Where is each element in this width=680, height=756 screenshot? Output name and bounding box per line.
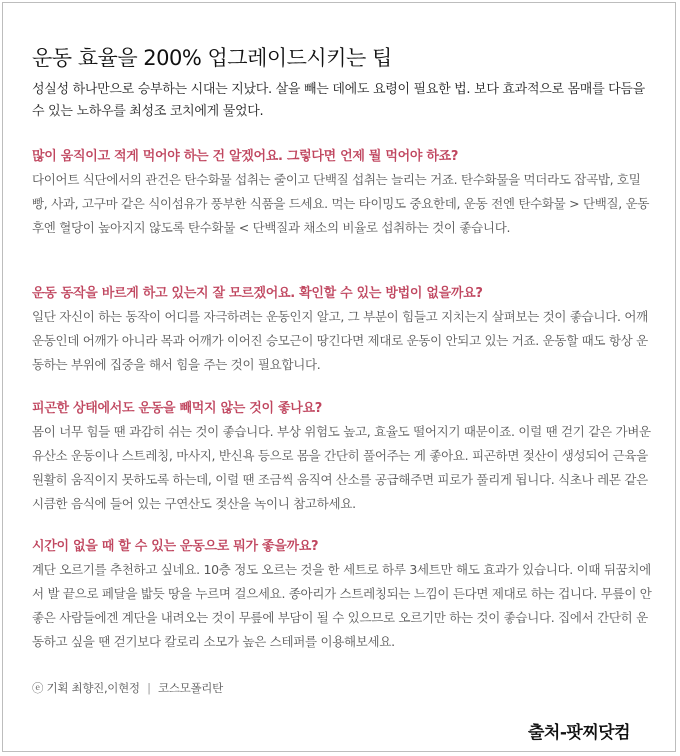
qa-question: 운동 동작을 바르게 하고 있는지 잘 모르겠어요. 확인할 수 있는 방법이 없을까요? xyxy=(32,286,483,301)
credit-separator: | xyxy=(147,681,151,695)
qa-section-3 xyxy=(32,398,652,516)
article-credit xyxy=(32,680,223,696)
qa-section-1 xyxy=(32,146,652,240)
qa-section-4 xyxy=(32,536,652,654)
qa-answer: 계단 오르기를 추천하고 싶네요. 10층 정도 오르는 것을 한 세트로 하루 3세트만 해도 효과가 있습니다. 이때 뒤꿈치에서 발 끝으로 페달을 밟듯 땅을 누르며 걸으세요. 종아리가 스트레칭되는 느낌이 든다면 제대로 하는 겁니다. 무릎이 안 좋은 사람들에겐 계단을 내려오는 것이 무릎에 부담이 될 수 있으므로 오르기만 하는 것이 좋습니다. 집에서 간단히 운동하고 싶을 땐 걷기보다 칼로리 소모가 높은 스테퍼를 이용해보세요. xyxy=(32,562,652,649)
article-intro: 성실성 하나만으로 승부하는 시대는 지났다. 살을 빼는 데에도 요령이 필요한 법. 보다 효과적으로 몸매를 다듬을 수 있는 노하우를 최성조 코치에게 물었다. xyxy=(32,82,645,119)
qa-answer: 일단 자신이 하는 동작이 어디를 자극하려는 운동인지 알고, 그 부분이 힘들고 지치는지 살펴보는 것이 좋습니다. 어깨 운동인데 어깨가 아니라 목과 어깨가 이어진 승모근이 땅긴다면 제대로 운동이 안되고 있는 거죠. 운동할 때도 항상 운동하는 부위에 집중을 해서 힘을 주는 것이 필요합니다. xyxy=(32,309,648,372)
qa-answer: 다이어트 식단에서의 관건은 탄수화물 섭취는 줄이고 단백질 섭취는 늘리는 거죠. 탄수화물을 먹더라도 잡곡밥, 호밀빵, 사과, 고구마 같은 식이섬유가 풍부한 식품을 드세요. 먹는 타이밍도 중요한데, 운동 전엔 탄수화물 > 단백질, 운동 후엔 혈당이 높아지지 않도록 탄수화물 < 단백질과 채소의 비율로 섭취하는 것이 좋습니다. xyxy=(32,172,650,235)
source-watermark: 출처-팟찌닷컴 xyxy=(528,723,631,743)
qa-question: 피곤한 상태에서도 운동을 빼먹지 않는 것이 좋나요? xyxy=(32,401,323,416)
qa-question: 시간이 없을 때 할 수 있는 운동으로 뭐가 좋을까요? xyxy=(32,539,319,554)
qa-question: 많이 움직이고 적게 먹어야 하는 건 알겠어요. 그렇다면 언제 뭘 먹어야 하죠? xyxy=(32,149,459,164)
credit-publication: 코스모폴리탄 xyxy=(158,681,223,695)
credit-editor: ⓔ 기획 최향진,이현정 xyxy=(32,681,140,695)
qa-answer: 몸이 너무 힘들 땐 과감히 쉬는 것이 좋습니다. 부상 위험도 높고, 효율도 떨어지기 때문이죠. 이럴 땐 걷기 같은 가벼운 유산소 운동이나 스트레칭, 마사지, 반신욕 등으로 몸을 간단히 풀어주는 게 좋아요. 피곤하면 젖산이 생성되어 근육을 원활히 움직이지 못하도록 하는데, 이럴 땐 조금씩 움직여 산소를 공급해주면 피로가 풀리게 됩니다. 식초나 레몬 같은 시큼한 음식에 들어 있는 구연산도 젖산을 녹이니 참고하세요. xyxy=(32,424,651,511)
article-title: 운동 효율을 200% 업그레이드시키는 팁 xyxy=(32,46,392,70)
qa-section-2 xyxy=(32,283,652,377)
